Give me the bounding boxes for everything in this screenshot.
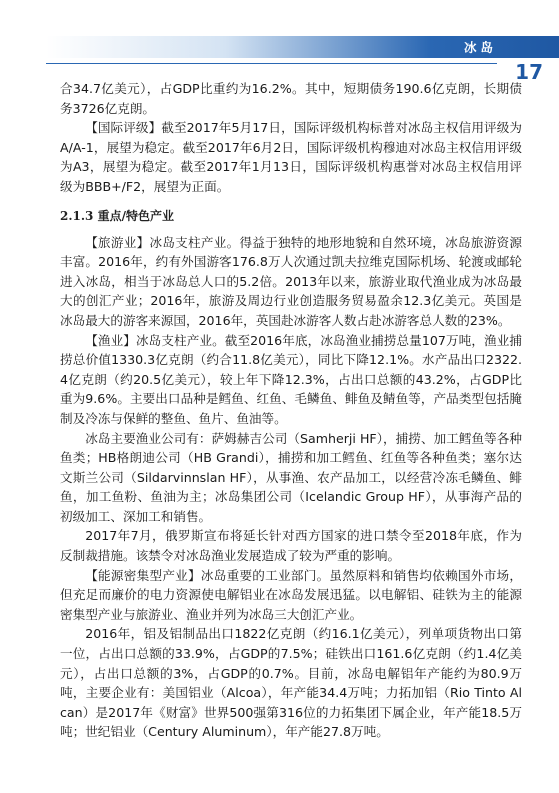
header-title: 冰岛	[463, 40, 497, 55]
page-body	[60, 79, 522, 742]
page-header	[0, 36, 559, 84]
paragraph-debt-continued: 合34.7亿美元），占GDP比重约为16.2%。其中，短期债务190.6亿克朗，长期债务3726亿克朗。	[60, 81, 522, 116]
paragraph-fishery-companies: 冰岛主要渔业公司有：萨姆赫吉公司（Samherji HF），捕捞、加工鳕鱼等各种鱼类；HB格朗迪公司（HB Grandi），捕捞和加工鳕鱼、红鱼等各种鱼类；塞尔达文斯兰公司（Sildarvinnslan HF），从事渔、农产品加工，以经营冷冻毛鳞鱼、鲱鱼，加工鱼粉、鱼油为主；冰岛集团公司（Icelandic Group HF），从事海产品的初级加工、深加工和销售。	[60, 430, 522, 524]
paragraph-aluminum: 2016年，铝及铝制品出口1822亿克朗（约16.1亿美元），列单项货物出口第一位，占出口总额的33.9%，占GDP的7.5%；硅铁出口161.6亿克朗（约1.4亿美元），占出口总额的3%，占GDP的0.7%。目前，冰岛电解铝年产能约为80.9万吨，主要企业有：美国铝业（Alcoa），年产能34.4万吨；力拓加铝（Rio Tinto Alcan）是2017年《财富》世界500强第316位的力拓集团下属企业，年产能18.5万吨；世纪铝业（Century Aluminum），年产能27.8万吨。	[60, 626, 522, 740]
paragraph-fishery: 【渔业】冰岛支柱产业。截至2016年底，冰岛渔业捕捞总量107万吨，渔业捕捞总价值1330.3亿克朗（约合11.8亿美元），同比下降12.1%。水产品出口2322.4亿克朗（约20.5亿美元），较上年下降12.3%，占出口总额的43.2%，占GDP比重为9.6%。主要出口品种是鳕鱼、红鱼、毛鳞鱼、鲱鱼及鲭鱼等，产品类型包括腌制及冷冻与保鲜的整鱼、鱼片、鱼油等。	[60, 332, 522, 426]
paragraph-energy-industry: 【能源密集型产业】冰岛重要的工业部门。虽然原料和销售均依赖国外市场，但充足而廉价的电力资源使电解铝业在冰岛发展迅猛。以电解铝、硅铁为主的能源密集型产业与旅游业、渔业并列为冰岛三大创汇产业。	[60, 567, 522, 622]
page-number: 17	[515, 60, 543, 84]
paragraph-tourism: 【旅游业】冰岛支柱产业。得益于独特的地形地貌和自然环境，冰岛旅游资源丰富。2016年，约有外国游客176.8万人次通过凯夫拉维克国际机场、轮渡或邮轮进入冰岛，相当于冰岛总人口的5.2倍。2013年以来，旅游业取代渔业成为冰岛最大的创汇产业；2016年，旅游及周边行业创造服务贸易盈余12.3亿美元。英国是冰岛最大的游客来源国，2016年，英国赴冰游客人数占赴冰游客总人数的23%。	[60, 234, 522, 328]
section-heading: 2.1.3 重点/特色产业	[60, 208, 174, 223]
paragraph-russia-ban: 2017年7月，俄罗斯宣布将延长针对西方国家的进口禁令至2018年底，作为反制裁措施。该禁令对冰岛渔业发展造成了较为严重的影响。	[60, 528, 522, 564]
header-rule	[46, 63, 497, 64]
paragraph-international-rating: 【国际评级】截至2017年5月17日，国际评级机构标普对冰岛主权信用评级为A/A-1，展望为稳定。截至2017年6月2日，国际评级机构穆迪对冰岛主权信用评级为A3，展望为稳定。截至2017年1月13日，国际评级机构惠誉对冰岛主权信用评级为BBB+/F2，展望为正面。	[60, 120, 522, 194]
